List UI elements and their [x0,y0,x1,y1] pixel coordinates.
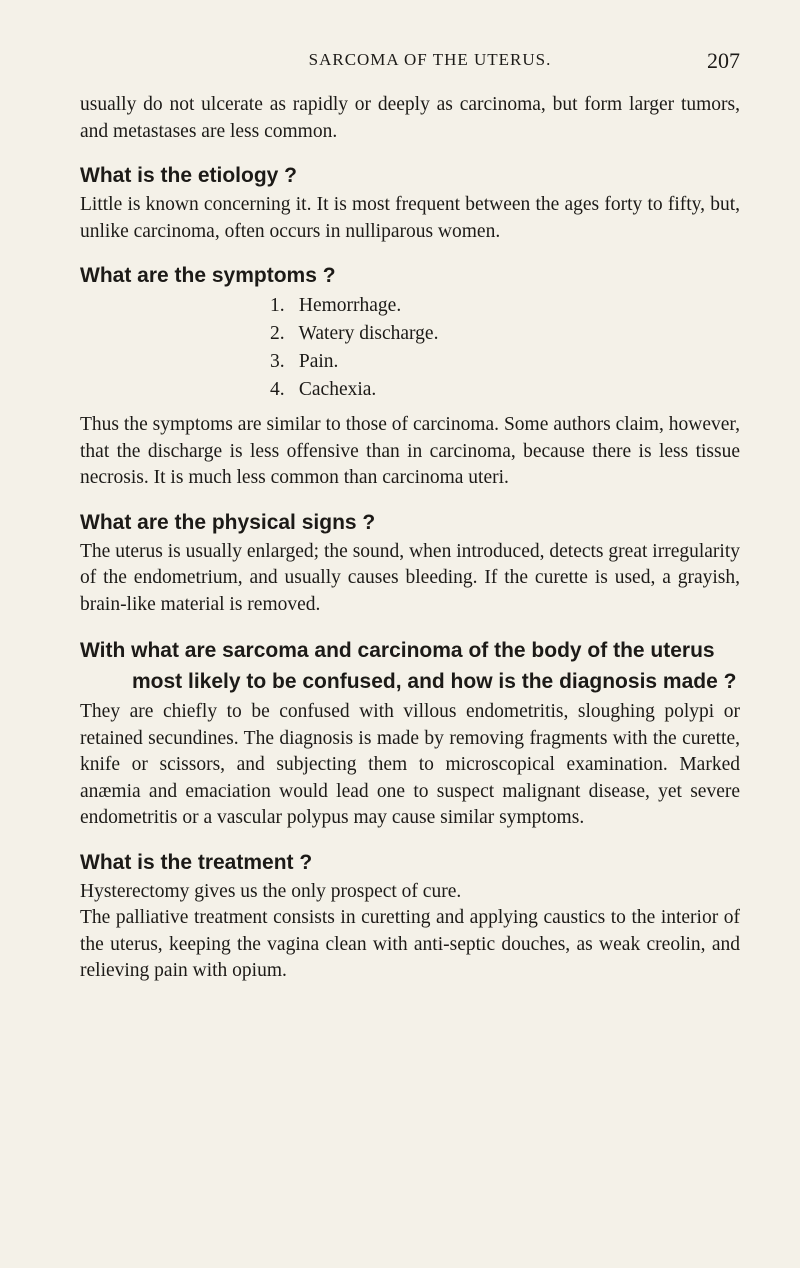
list-item [270,320,740,348]
intro-paragraph: usually do not ulcerate as rapidly or deeply as carcinoma, but form larger tumors, and metastases are less common. [80,94,740,142]
list-item-number: 1. [270,295,285,316]
diagnosis-answer: They are chiefly to be confused with villous endometritis, sloughing polypi or retained secundines. The diagnosis is made by removing fragments with the curette, knife or scissors, and subjecting them to microscopical examination. Marked anæmia and emaciation would lead one to suspect malignant disease, yet severe endometritis or a vascular polypus may cause similar symptoms. [80,701,740,828]
list-item-number: 2. [270,323,285,344]
running-head-title: SARCOMA OF THE UTERUS. [308,50,552,69]
etiology-question: What is the etiology ? [80,164,298,187]
page-number: 207 [707,48,740,73]
diagnosis-question: With what are sarcoma and carcinoma of the body of the uterus most likely to be confused, and how is the diagnosis made ? [80,639,737,693]
running-head [80,50,740,84]
book-page [80,50,740,985]
list-item-number: 4. [270,379,285,400]
symptoms-note: Thus the symptoms are similar to those of carcinoma. Some authors claim, however, that the discharge is less offensive than in carcinoma, because there is less tissue necrosis. It is much less common than carcinoma uteri. [80,414,740,488]
symptoms-list [80,292,740,404]
list-item-label: Hemorrhage. [298,295,402,316]
treatment-answer-palliative: The palliative treatment consists in curetting and applying caustics to the interior of the uterus, keeping the vagina clean with anti-septic douches, as weak creolin, and relieving pain with opium. [80,907,740,981]
list-item [270,348,740,376]
symptoms-question: What are the symptoms ? [80,264,336,287]
treatment-answer-cure: Hysterectomy gives us the only prospect of cure. [80,880,462,902]
list-item-number: 3. [270,351,285,372]
list-item-label: Pain. [298,351,339,372]
physical-signs-answer: The uterus is usually enlarged; the sound, when introduced, detects great irregularity of the endometrium, and usually causes bleeding. If the curette is used, a grayish, brain-like material is removed. [80,540,740,615]
list-item [270,292,740,320]
list-item [270,376,740,404]
list-item-label: Watery discharge. [298,323,439,344]
etiology-answer: Little is known concerning it. It is most frequent between the ages forty to fifty, but, unlike carcinoma, often occurs in nulliparous women. [80,194,740,242]
treatment-question: What is the treatment ? [80,850,313,874]
physical-signs-question: What are the physical signs ? [80,510,376,534]
list-item-label: Cachexia. [298,379,377,400]
